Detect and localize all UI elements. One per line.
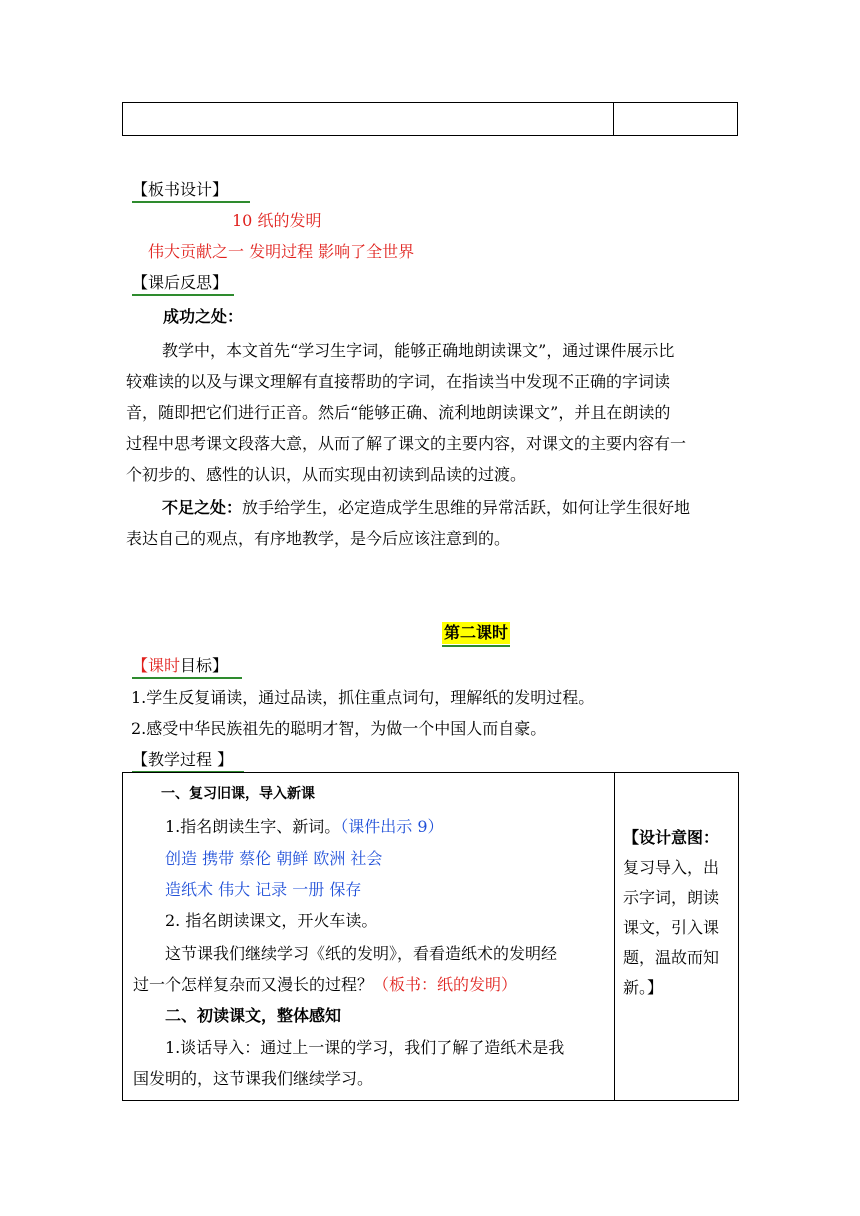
board-points: 伟大贡献之一 发明过程 影响了全世界 [148, 242, 415, 261]
board-design-heading: 【板书设计】 [132, 180, 228, 200]
section-1-title: 一、复习旧课，导入新课 [161, 786, 315, 802]
intro-line-1: 这节课我们继续学习《纸的发明》，看看造纸术的发明经 [165, 944, 558, 963]
talk-line-2: 国发明的，这节课我们继续学习。 [133, 1069, 374, 1088]
design-intent: 【设计意图： 复习导入，出 示字词，朗读 课文，引入课 题，温故而知 新。】 [623, 828, 720, 997]
success-label: 成功之处： [163, 307, 244, 326]
top-table [122, 102, 738, 136]
heading-underline [132, 294, 234, 296]
talk-line-1: 1.谈话导入：通过上一课的学习，我们了解了造纸术是我 [165, 1038, 565, 1057]
lesson-two-title: 第二课时 [442, 622, 510, 644]
reflection-success-paragraph: 教学中，本文首先“学习生字词，能够正确地朗读课文”，通过课件展示比 较难读的以及与课文理解有直接帮助的字词，在指读当中发现不正确的字词读 音，随即把它们进行正音。然后“能够正确、流利地朗读课文”，并且在朗读的 过程中思考课文段落大意，从而了解了课文的主要内容，对课文的主要内容有一 个初步的、感性的认识，从而实现由初读到品读的过渡。 [126, 341, 687, 484]
process-table [122, 772, 739, 1101]
step-1: 1.指名朗读生字、新词。（课件出示 9） [165, 817, 444, 836]
reflection-shortcoming-paragraph: 不足之处：放手给学生，必定造成学生思维的异常活跃，如何让学生很好地 表达自己的观点，有序地教学，是今后应该注意到的。 [126, 498, 691, 548]
goals-heading: 【课时目标】 [132, 656, 228, 676]
title-underline [442, 645, 510, 647]
goal-2: 2.感受中华民族祖先的聪明才智，为做一个中国人而自豪。 [131, 719, 547, 738]
word-list-1: 创造 携带 蔡伦 朝鲜 欧洲 社会 [165, 849, 383, 868]
heading-underline [132, 201, 250, 203]
heading-underline [132, 677, 242, 679]
intro-line-2: 过一个怎样复杂而又漫长的过程？（板书：纸的发明） [133, 975, 518, 994]
word-list-2: 造纸术 伟大 记录 一册 保存 [165, 880, 362, 899]
table-divider [614, 773, 615, 1100]
section-2-title: 二、初读课文，整体感知 [165, 1006, 342, 1025]
shortcoming-label: 不足之处： [162, 498, 243, 517]
courseware-note: （课件出示 9） [340, 817, 444, 836]
goal-1: 1.学生反复诵读，通过品读，抓住重点词句，理解纸的发明过程。 [131, 688, 595, 707]
process-heading: 【教学过程 】 [132, 750, 233, 770]
board-note: （板书：纸的发明） [373, 975, 518, 994]
board-title: 10 纸的发明 [232, 211, 322, 230]
step-2: 2. 指名朗读课文，开火车读。 [165, 911, 378, 930]
table-divider [613, 103, 614, 135]
reflection-heading: 【课后反思】 [132, 273, 228, 293]
